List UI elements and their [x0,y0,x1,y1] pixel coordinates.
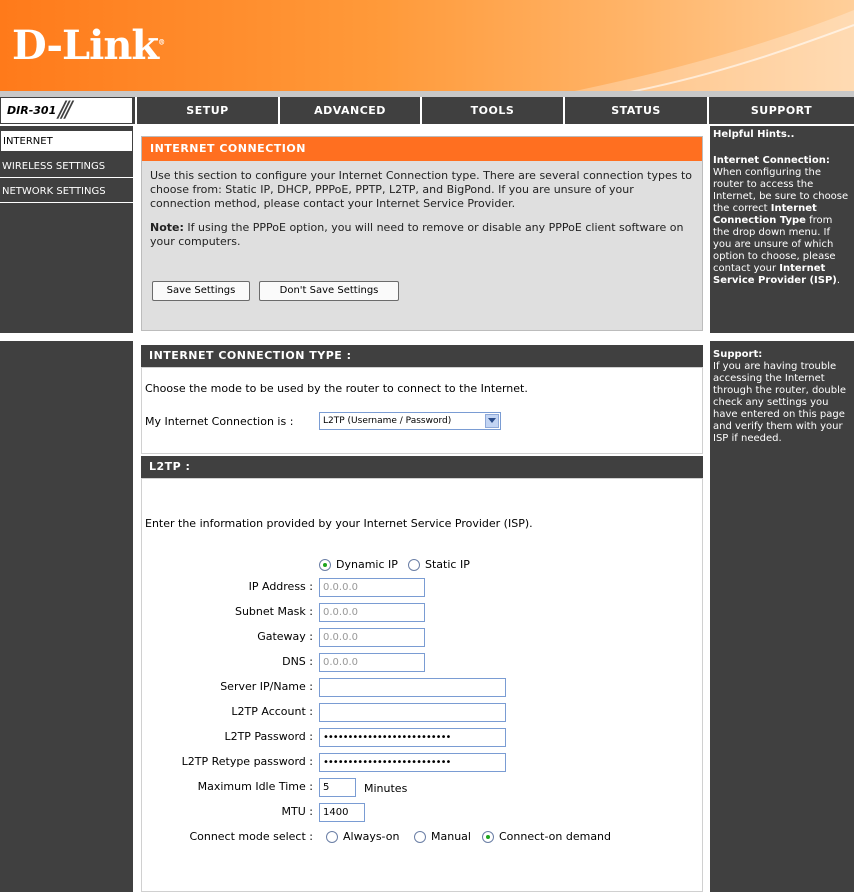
always-on-label: Always-on [343,830,400,843]
sidebar [0,126,133,892]
connect-on-demand-label: Connect-on demand [499,830,612,843]
ip-address-label: IP Address : [248,580,313,593]
l2tp-password-label: L2TP Password : [224,730,313,743]
l2tp-account-label: L2TP Account : [231,705,313,718]
dynamic-ip-label: Dynamic IP [336,558,398,571]
connection-type-body [141,367,703,454]
connection-type-header: INTERNET CONNECTION TYPE : [141,345,703,367]
panel-title: INTERNET CONNECTION [142,137,702,161]
connection-type-select[interactable]: L2TP (Username / Password) [319,412,501,430]
tab-support[interactable]: SUPPORT [707,97,854,124]
subnet-mask-label: Subnet Mask : [234,605,313,618]
static-ip-radio[interactable] [408,559,420,571]
connection-type-description: Choose the mode to be used by the router to connect to the Internet. [145,382,528,395]
l2tp-retype-password-label: L2TP Retype password : [181,755,313,768]
hint-internet-connection: Internet Connection: When configuring the router to access the Internet, be sure to choose the correct Internet Connection Type from the drop down menu. If you are unsure of which option to choose, please contact your Internet Service Provider (ISP). [713,155,849,286]
internet-connection-panel [141,136,703,331]
l2tp-description: Enter the information provided by your Internet Service Provider (ISP). [145,517,533,530]
l2tp-retype-password-field[interactable]: •••••••••••••••••••••••••• [319,753,506,772]
server-field[interactable] [319,678,506,697]
connection-select-label: My Internet Connection is : [145,415,294,428]
intro-text: Use this section to configure your Internet Connection type. There are several connection types to choose from: Static IP, DHCP, PPPoE, PPTP, L2TP, and BigPond. If you are unsure of your connection method, please contact your Internet Service Provider. [150,169,692,210]
model-label: DIR-301 /// [0,97,133,124]
top-nav [0,97,854,124]
hint-support: Support: If you are having trouble accessing the Internet through the router, double check any settings you have entered on this page and verify them with your ISP if needed. [713,349,847,444]
max-idle-time-label: Maximum Idle Time : [197,780,313,793]
always-on-radio[interactable] [326,831,338,843]
subnet-mask-field[interactable]: 0.0.0.0 [319,603,425,622]
sidebar-item-network-settings[interactable]: NETWORK SETTINGS [0,181,133,203]
connect-mode-label: Connect mode select : [189,830,313,843]
tab-advanced[interactable]: ADVANCED [278,97,420,124]
sidebar-item-internet[interactable]: INTERNET [0,130,133,152]
tab-tools[interactable]: TOOLS [420,97,563,124]
connect-on-demand-radio[interactable] [482,831,494,843]
l2tp-account-field[interactable] [319,703,506,722]
l2tp-header: L2TP : [141,456,703,478]
idle-unit-label: Minutes [364,782,408,795]
dont-save-settings-button[interactable]: Don't Save Settings [259,281,399,301]
mtu-field[interactable]: 1400 [319,803,365,822]
save-settings-button[interactable]: Save Settings [152,281,250,301]
sidebar-item-wireless-settings[interactable]: WIRELESS SETTINGS [0,156,133,178]
ip-address-field[interactable]: 0.0.0.0 [319,578,425,597]
dynamic-ip-radio[interactable] [319,559,331,571]
l2tp-password-field[interactable]: •••••••••••••••••••••••••• [319,728,506,747]
hints-title: Helpful Hints.. [713,129,795,140]
dns-field[interactable]: 0.0.0.0 [319,653,425,672]
server-label: Server IP/Name : [220,680,313,693]
max-idle-time-field[interactable]: 5 [319,778,356,797]
dns-label: DNS : [282,655,313,668]
tab-setup[interactable]: SETUP [135,97,278,124]
tab-status[interactable]: STATUS [563,97,707,124]
manual-label: Manual [431,830,471,843]
mtu-label: MTU : [281,805,313,818]
gateway-field[interactable]: 0.0.0.0 [319,628,425,647]
hint-support-title: Support: [713,349,763,360]
l2tp-body [141,478,703,892]
chevron-down-icon [485,414,499,428]
header-banner [0,0,854,94]
manual-radio[interactable] [414,831,426,843]
intro-note: Note: If using the PPPoE option, you will need to remove or disable any PPPoE client software on your computers. [150,221,684,248]
static-ip-label: Static IP [425,558,470,571]
helpful-hints [710,126,854,892]
gateway-label: Gateway : [257,630,313,643]
dlink-logo: D-Link® [12,22,165,69]
main-content [141,345,703,892]
hint-title: Internet Connection: [713,155,830,166]
section-separator [0,333,854,341]
